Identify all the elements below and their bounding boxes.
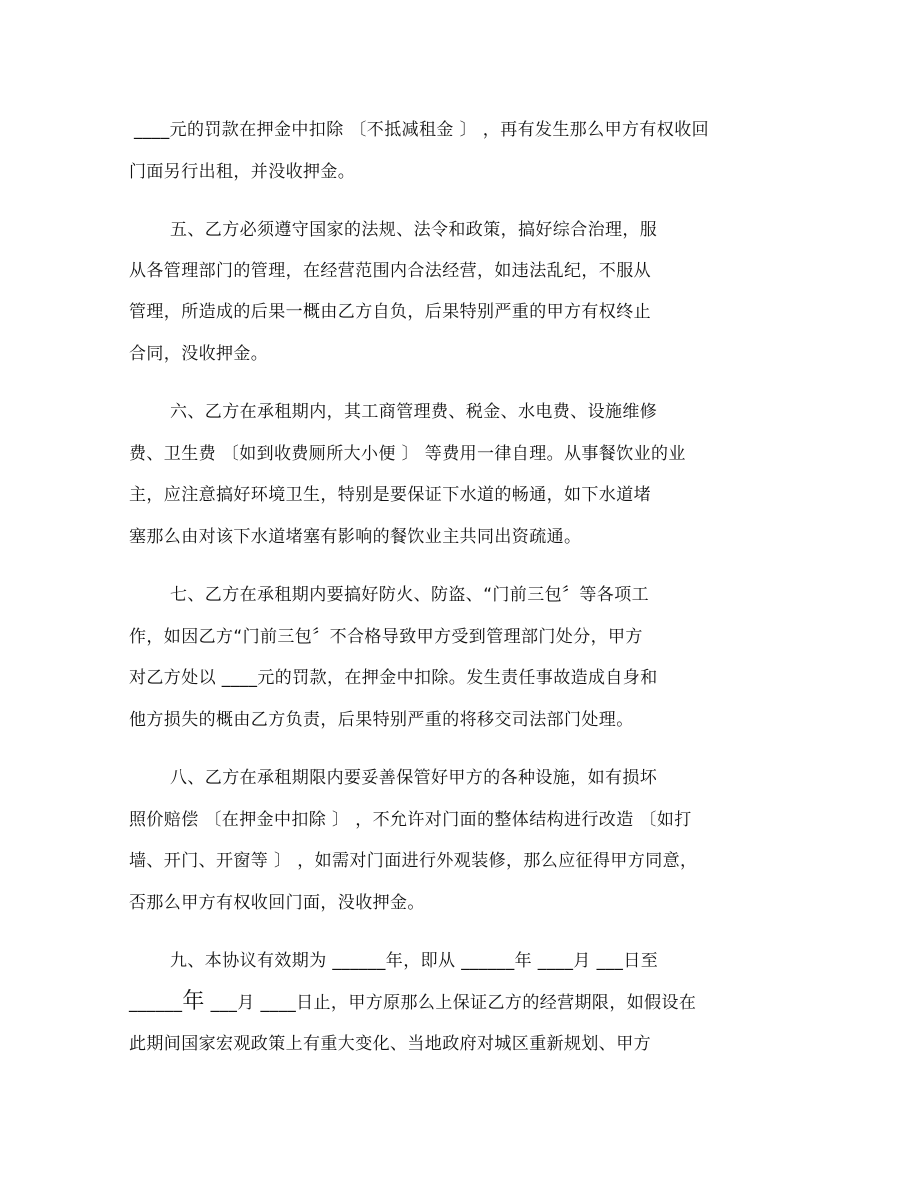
p7-line-1: 七、乙方在承租期内要搞好防火、防盗、“门前三包〞等各项工 — [170, 585, 650, 605]
p7-line-4: 他方损失的概由乙方负责，后果特别严重的将移交司法部门处理。 — [129, 710, 634, 730]
p9-line-2-rest: ___月 ____日止，甲方原那么上保证乙方的经营期限，如假设在 — [210, 993, 697, 1013]
p8-line-2: 照价赔偿 〔在押金中扣除 〕 ，不允许对门面的整体结构进行改造 〔如打 — [129, 810, 692, 830]
p9-line-2 — [129, 990, 696, 1015]
p6-line-4: 塞那么由对该下水道堵塞有影响的餐饮业主共同出资疏通。 — [129, 527, 582, 547]
p5-line-4: 合同，没收押金。 — [129, 344, 269, 364]
p6-line-1: 六、乙方在承租期内，其工商管理费、税金、水电费、设施维修 — [170, 402, 658, 422]
p6-line-3: 主，应注意搞好环境卫生，特别是要保证下水道的畅通，如下水道堵 — [129, 485, 651, 505]
p5-line-2: 从各管理部门的管理，在经营范围内合法经营，如违法乱纪，不服从 — [129, 261, 651, 281]
p8-line-1: 八、乙方在承租期限内要妥善保管好甲方的各种设施，如有损坏 — [170, 768, 658, 788]
p9-line-3: 此期间国家宏观政策上有重大变化、当地政府对城区重新规划、甲方 — [129, 1034, 651, 1054]
p5-line-1: 五、乙方必须遵守国家的法规、法令和政策，搞好综合治理，服 — [170, 220, 658, 240]
p9-line-1: 九、本协议有效期为 ______年，即从 ______年 ____月 ___日至 — [170, 951, 659, 971]
p6-line-2: 费、卫生费 〔如到收费厕所大小便 〕 等费用一律自理。从事餐饮业的业 — [129, 444, 686, 464]
p4-line-1: ____元的罚款在押金中扣除 〔不抵减租金 〕 ，再有发生那么甲方有权收回 — [134, 120, 710, 140]
p9-year-char: 年 — [182, 989, 205, 1014]
p8-line-4: 否那么甲方有权收回门面，没收押金。 — [129, 893, 425, 913]
p7-line-2: 作，如因乙方“门前三包〞不合格导致甲方受到管理部门处分，甲方 — [129, 627, 643, 647]
p9-year-blank: ______ — [129, 993, 183, 1013]
p8-line-3: 墙、开门、开窗等 〕 ，如需对门面进行外观装修，那么应征得甲方同意， — [129, 851, 698, 871]
p4-line-2: 门面另行出租，并没收押金。 — [129, 162, 356, 182]
p7-line-3: 对乙方处以 ____元的罚款，在押金中扣除。发生责任事故造成自身和 — [129, 668, 658, 688]
p5-line-3: 管理，所造成的后果一概由乙方自负，后果特别严重的甲方有权终止 — [129, 302, 651, 322]
